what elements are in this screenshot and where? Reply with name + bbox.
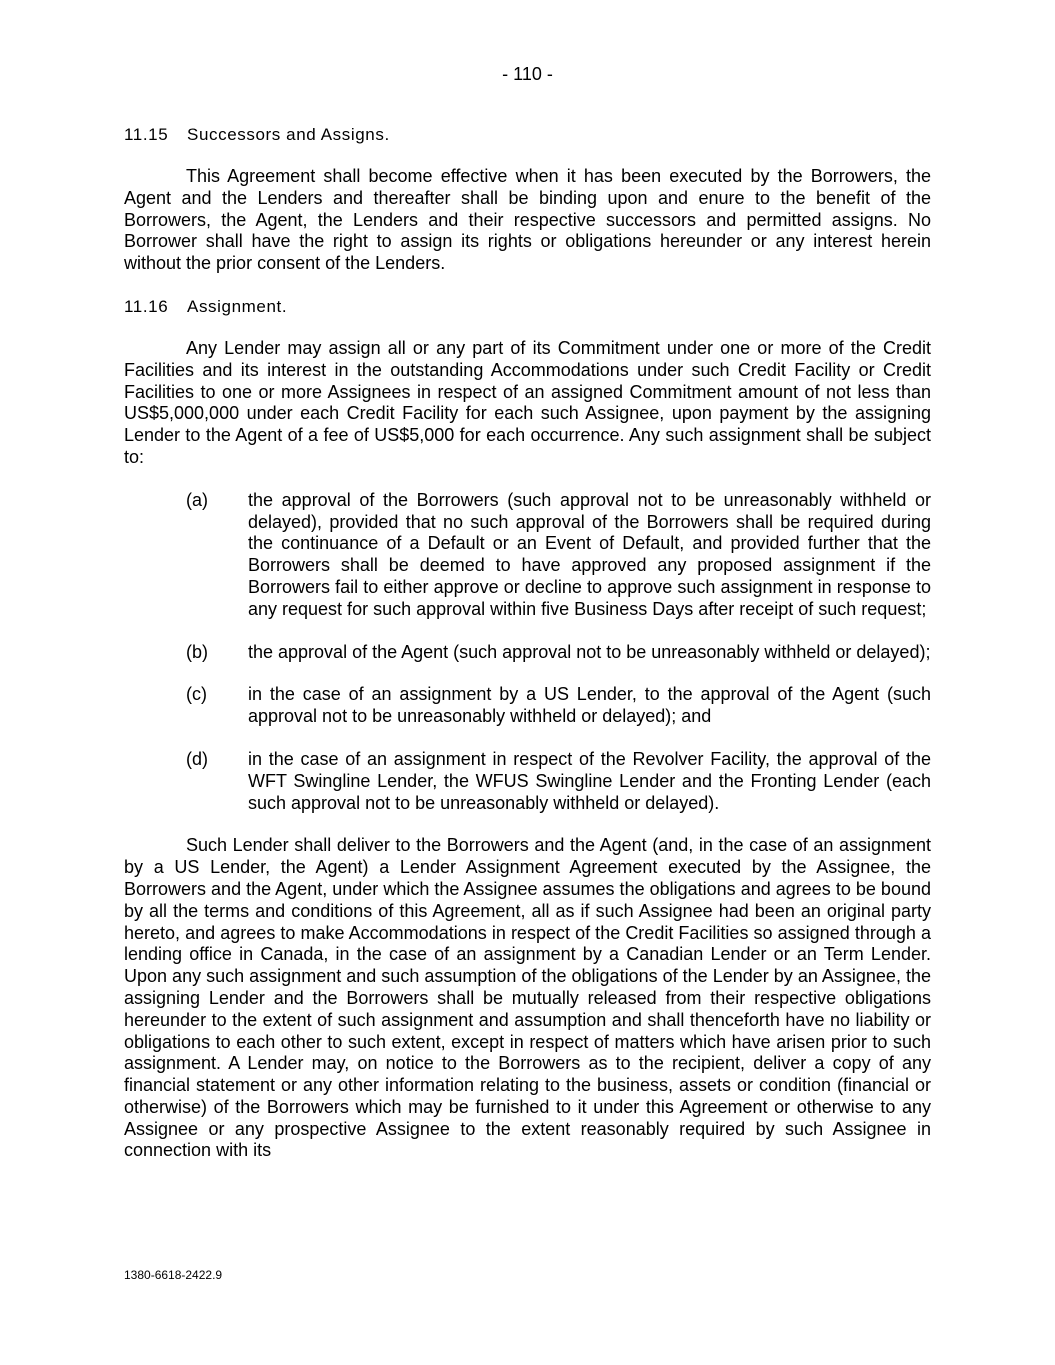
list-item-c	[124, 684, 931, 728]
assignment-intro-paragraph: Any Lender may assign all or any part of its Commitment under one or more of the Credit Facilities and its interest in the outstanding Accommodations under such Credit Facility or Credit Facilities to one or more Assignees in respect of an assigned Commitment amount of not less than US$5,000,000 under each Credit Facility for each such Assignee, upon payment by the assigning Lender to the Agent of a fee of US$5,000 for each occurrence. Any such assignment shall be subject to:	[124, 337, 931, 467]
list-marker: (c)	[186, 684, 207, 705]
section-heading-11-16	[124, 296, 931, 318]
list-item-b	[124, 642, 931, 664]
section-number: 11.16	[124, 296, 169, 316]
list-item-text: in the case of an assignment in respect of the Revolver Facility, the approval of the WFT Swingline Lender, the WFUS Swingline Lender and the Fronting Lender (each such approval not to be unreasonably withheld or delayed).	[248, 748, 931, 813]
page-number: - 110 -	[502, 64, 553, 84]
assignment-closing-paragraph: Such Lender shall deliver to the Borrowers and the Agent (and, in the case of an assignment by a US Lender, the Agent) a Lender Assignment Agreement executed by the Assignee, the Borrowers and the Agent, under which the Assignee assumes the obligations and agrees to be bound by all the terms and conditions of this Agreement, all as if such Assignee had been an original party hereto, and agrees to make Accommodations in respect of the Credit Facilities so assigned through a lending office in Canada, in the case of an assignment by a Canadian Lender or an Term Lender. Upon any such assignment and such assumption of the obligations of the Lender by an Assignee, the assigning Lender and the Borrowers shall be mutually released from their respective obligations hereunder to the extent of such assignment and assumption and shall thenceforth have no liability or obligations to each other to such extent, except in respect of matters which have arisen prior to such assignment. A Lender may, on notice to the Borrowers as to the recipient, deliver a copy of any financial statement or any other information relating to the business, assets or condition (financial or otherwise) of the Borrowers which may be furnished to it under this Agreement or otherwise to any Assignee or any prospective Assignee to the extent reasonably required by such Assignee in connection with its	[124, 835, 931, 1161]
section-heading-11-15	[124, 124, 931, 146]
list-item-text: the approval of the Agent (such approval not to be unreasonably withheld or delayed);	[248, 641, 931, 662]
list-item-a	[124, 490, 931, 621]
list-marker: (b)	[186, 641, 208, 662]
section-number: 11.15	[124, 125, 169, 144]
list-item-d	[124, 749, 931, 814]
document-code: 1380-6618-2422.9	[124, 1268, 223, 1282]
section-title: Successors and Assigns.	[187, 125, 390, 144]
section-title: Assignment.	[187, 296, 288, 316]
list-item-text: in the case of an assignment by a US Lender, to the approval of the Agent (such approval not to be unreasonably withheld or delayed); and	[248, 684, 931, 727]
document-body	[124, 124, 931, 1183]
list-marker: (a)	[186, 489, 208, 510]
successors-paragraph: This Agreement shall become effective when it has been executed by the Borrowers, the Agent and the Lenders and thereafter shall be binding upon and enure to the benefit of the Borrowers, the Agent, the Lenders and their respective successors and permitted assigns. No Borrower shall have the right to assign its rights or obligations hereunder or any interest herein without the prior consent of the Lenders.	[124, 166, 931, 274]
list-item-text: the approval of the Borrowers (such approval not to be unreasonably withheld or delayed), provided that no such approval of the Borrowers shall be required during the continuance of a Default or an Event of Default, and provided further that the Borrowers shall be deemed to have approved any proposed assignment if the Borrowers fail to either approve or decline to approve such assignment in response to any request for such approval within five Business Days after receipt of such request;	[248, 489, 931, 619]
list-marker: (d)	[186, 748, 208, 769]
